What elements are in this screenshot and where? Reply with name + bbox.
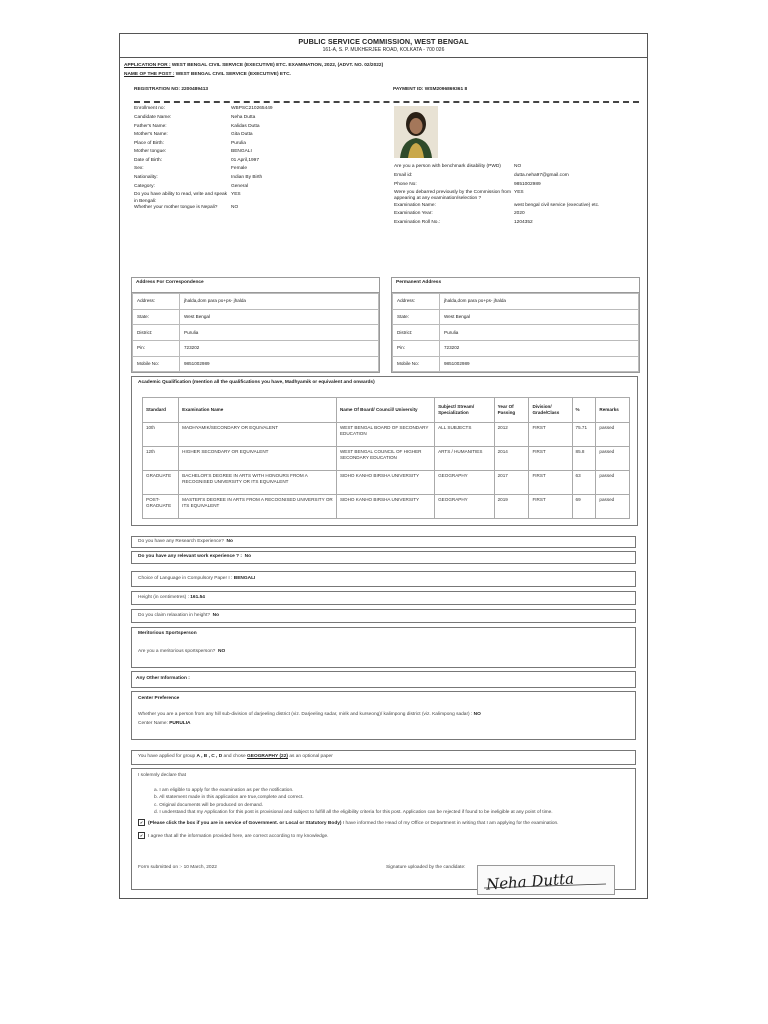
- address-value: 723202: [440, 341, 639, 357]
- table-cell: ALL SUBJECTS: [435, 423, 494, 447]
- table-cell: GEOGRAPHY: [435, 495, 494, 519]
- detail-label: Examination Year:: [394, 211, 433, 217]
- address-row: [133, 356, 379, 372]
- table-cell: MADHYAMIK/SECONDARY OR EQUIVALENT: [179, 423, 337, 447]
- detail-value: Purulia: [231, 140, 246, 146]
- application-form: [119, 33, 648, 899]
- detail-row: [134, 124, 374, 133]
- detail-row: [134, 115, 374, 124]
- detail-row: [394, 173, 644, 182]
- address-row: [133, 341, 379, 357]
- detail-label: Are you a person with benchmark disability (PWD): [394, 164, 501, 170]
- group-selection: You have applied for group A , B , C , D and chose GEOGRAPHY (22) as an optional paper: [131, 750, 636, 765]
- detail-row: [394, 203, 644, 212]
- language-choice: Choice of Language in Compulsory Paper I : BENGALI: [131, 571, 636, 587]
- detail-row: [134, 175, 374, 184]
- address-label: District:: [133, 325, 180, 341]
- address-row: [393, 309, 639, 325]
- detail-row: [134, 184, 374, 193]
- column-header: Remarks: [596, 398, 630, 423]
- table-cell: 2017: [494, 471, 529, 495]
- payment-id: PAYMENT ID: WSM2096869361 8: [393, 87, 468, 93]
- address-row: [133, 325, 379, 341]
- address-value: Purulia: [180, 325, 379, 341]
- table-cell: BACHELOR'S DEGREE IN ARTS WITH HONOURS FROM A RECOGNISED UNIVERSITY OR ITS EQUIVALENT: [179, 471, 337, 495]
- table-cell: SIDHO KANHO BIRSHA UNIVERSITY: [336, 495, 434, 519]
- detail-label: Date of Birth:: [134, 157, 162, 163]
- signature-image: [477, 865, 615, 895]
- personal-details: [134, 106, 374, 213]
- table-cell: WEST BENGAL BOARD OF SECONDARY EDUCATION: [336, 423, 434, 447]
- detail-value: 1204352: [514, 219, 533, 225]
- detail-value: General: [231, 183, 249, 189]
- table-cell: passed: [596, 447, 630, 471]
- column-header: Examination Name: [179, 398, 337, 423]
- commission-address: 161-A, S. P. MUKHERJEE ROAD, KOLKATA - 700 026: [322, 47, 445, 54]
- candidate-photo: [394, 106, 438, 158]
- center-preference: Center Preference Whether you are a person from any hill sub-division of darjeeling district (viz. Darjeeling sadar, mirik and kurseong)/ kalimpong district (viz. Kalimpong sadar) : NO Center Name: PURULIA: [131, 691, 636, 740]
- address-label: Mobile No:: [133, 356, 180, 372]
- address-label: District:: [393, 325, 440, 341]
- detail-value: BENGALI: [231, 149, 252, 155]
- detail-label: Mother tongue:: [134, 149, 167, 155]
- govt-service-checkbox[interactable]: ✔: [139, 820, 144, 826]
- table-cell: FIRST: [529, 471, 572, 495]
- detail-row: [134, 158, 374, 167]
- academic-qualification: Academic Qualification (mention all the qualifications you have, Madhyamik or equivalent and onwards) Standard Examination Name Name Of Board/ Council/ University Subject/ Stream/ Specialization Year Of Passing Division/ Grade/Class % Remarks 10th MADHYAMIK/SECONDARY OR EQUIVALENT WEST BENGAL BOARD OF SECONDARY EDUCATION ALL SUBJECTS 2012 FIRST 75.71 passed 12th HIGHER SECONDARY OR EQUIVALENT WEST BENGAL COUNCIL OF HIGHER SECONDARY EDUCATION ARTS / HUMANITIES 2014 FIRST 85.8 passed GRADUATE BACHELOR'S DEGREE IN ARTS WITH HONOURS FROM A RECOGNISED UNIVERSITY OR ITS EQUIVALENT SIDHO KANHO BIRSHA UNIVERSITY GEOGRAPHY 2017 FIRST 63 passed POST-GRADUATE MASTER'S DEGREE IN ARTS FROM A RECOGNISED UNIVERSITY OR ITS EQUIVALENT SIDHO KANHO BIRSHA UNIVERSITY GEOGRAPHY 2019 FIRST 69 passed: [131, 376, 638, 526]
- detail-row: [134, 149, 374, 158]
- application-for: APPLICATION FOR : WEST BENGAL CIVIL SERVICE (EXECUTIVE) ETC. EXAMINATION, 2022, (ADVT. NO. 02/2022): [124, 62, 384, 68]
- detail-value: YES: [231, 192, 241, 198]
- table-cell: FIRST: [529, 423, 572, 447]
- work-experience: Do you have any relevant work experience ? : No: [131, 551, 636, 564]
- table-cell: POST-GRADUATE: [143, 495, 179, 519]
- table-cell: GEOGRAPHY: [435, 471, 494, 495]
- table-cell: SIDHO KANHO BIRSHA UNIVERSITY: [336, 471, 434, 495]
- sportsperson-section: Meritorious Sportsperson Are you a meritorious sportsperson? NO: [131, 627, 636, 668]
- detail-value: NO: [231, 204, 239, 210]
- detail-value: west bengal civil service (executive) etc.: [514, 202, 600, 208]
- table-cell: 69: [572, 495, 596, 519]
- detail-label: Place of Birth:: [134, 140, 164, 146]
- address-value: jhalda,dom para po+ps- jhalda: [180, 294, 379, 310]
- detail-row: [134, 141, 374, 150]
- detail-row: [394, 211, 644, 220]
- detail-value: 01 April,1997: [231, 157, 260, 163]
- detail-label: Examination Roll No.:: [394, 219, 441, 225]
- detail-value: Indian By Birth: [231, 175, 263, 181]
- table-cell: 12th: [143, 447, 179, 471]
- other-details: [394, 164, 644, 228]
- other-information: Any Other Information :: [131, 671, 636, 688]
- table-cell: ARTS / HUMANITIES: [435, 447, 494, 471]
- permanent-address: Permanent Address Address: jhalda,dom para po+ps- jhalda State: West Bengal District: Purulia Pin: 723202 Mobile No: 9851002989: [391, 277, 640, 373]
- post-name: NAME OF THE POST : WEST BENGAL CIVIL SERVICE (EXECUTIVE) ETC.: [124, 72, 291, 78]
- detail-label: Examination Name:: [394, 202, 436, 208]
- table-row: [143, 423, 630, 447]
- correspondence-address: Address For Correspondence Address: jhalda,dom para po+ps- jhalda State: West Bengal District: Purulia Pin: 723202 Mobile No: 9851002989: [131, 277, 380, 373]
- declaration-item: c. Original documents will be produced on demand.: [154, 802, 264, 808]
- column-header: Year Of Passing: [494, 398, 529, 423]
- agree-checkbox[interactable]: ✔: [139, 833, 144, 839]
- candidate-info: [120, 103, 647, 243]
- detail-label: Enrollment no:: [134, 106, 165, 112]
- detail-row: [134, 106, 374, 115]
- table-cell: passed: [596, 495, 630, 519]
- declaration-item: b. All statement made in this application are true,complete and correct.: [154, 795, 304, 801]
- detail-value: 9851002989: [514, 181, 541, 187]
- detail-row: [134, 132, 374, 141]
- column-header: Standard: [143, 398, 179, 423]
- declaration: I solemnly declare that a. I am eligible to apply for the examination as per the notification. b. All statement made in this application are true,complete and correct. c. Original documents will be produced on demand. d. I understand that my Application for this post is provisional and subject to fulfill all the eligibility criteria for this post. Application can be rejected if found to be ineligible at any point of time. ✔ (Please click the box if you are in service of Government. or Local or Statutory Body) I have informed the Head of my Office or Department in writing that I am applying for the examination. ✔ I agree that all the information provided here, are correct according to my knowledge. Form submitted on :- 10 March, 2022 Signature uploaded by the candidate:: [131, 768, 636, 890]
- declaration-item: d. I understand that my Application for this post is provisional and subject to fulfill all the eligibility criteria for this post. Application can be rejected if found to be ineligible at any point of time.: [154, 809, 553, 815]
- address-label: Address:: [133, 294, 180, 310]
- height-relaxation: Do you claim relaxation in height? No: [131, 609, 636, 623]
- detail-label: Were you debarred previously by the Commission from appearing at any examination/selection ?: [394, 190, 511, 202]
- registration-no: REGISTRATION NO: 2200489413: [134, 87, 209, 93]
- detail-value: NO: [514, 164, 522, 170]
- table-cell: WEST BENGAL COUNCIL OF HIGHER SECONDARY EDUCATION: [336, 447, 434, 471]
- table-cell: 2012: [494, 423, 529, 447]
- detail-label: Mother's Name:: [134, 132, 168, 138]
- detail-label: Category:: [134, 183, 155, 189]
- detail-row: [134, 205, 374, 214]
- detail-label: Email id:: [394, 172, 413, 178]
- table-cell: 63: [572, 471, 596, 495]
- height: Height (in centimetres) : 161.54: [131, 591, 636, 605]
- detail-value: WBPSC210265449: [231, 106, 273, 112]
- detail-row: [134, 166, 374, 175]
- address-row: [393, 325, 639, 341]
- address-label: Pin:: [393, 341, 440, 357]
- table-cell: 75.71: [572, 423, 596, 447]
- address-row: [393, 294, 639, 310]
- address-value: West Bengal: [180, 309, 379, 325]
- table-cell: 2019: [494, 495, 529, 519]
- address-label: State:: [393, 309, 440, 325]
- table-row: [143, 471, 630, 495]
- address-row: [393, 341, 639, 357]
- detail-value: Gita Dutta: [231, 132, 253, 138]
- table-cell: HIGHER SECONDARY OR EQUIVALENT: [179, 447, 337, 471]
- column-header: Subject/ Stream/ Specialization: [435, 398, 494, 423]
- detail-label: Father's Name:: [134, 123, 167, 129]
- detail-label: Phone No:: [394, 181, 417, 187]
- detail-value: dutta.neha97@gmail.com: [514, 172, 569, 178]
- table-row: [143, 447, 630, 471]
- detail-value: Female: [231, 166, 247, 172]
- table-cell: 10th: [143, 423, 179, 447]
- detail-value: YES: [514, 190, 524, 196]
- detail-row: [394, 220, 644, 229]
- table-cell: FIRST: [529, 447, 572, 471]
- table-cell: MASTER'S DEGREE IN ARTS FROM A RECOGNISED UNIVERSITY OR ITS EQUIVALENT: [179, 495, 337, 519]
- address-value: jhalda,dom para po+ps- jhalda: [440, 294, 639, 310]
- signature-label: Signature uploaded by the candidate:: [386, 864, 466, 870]
- detail-row: [394, 164, 644, 173]
- detail-label: Nationality:: [134, 175, 158, 181]
- detail-row: [394, 190, 644, 202]
- table-cell: 2014: [494, 447, 529, 471]
- declaration-item: a. I am eligible to apply for the examination as per the notification.: [154, 788, 294, 794]
- address-value: 9851002989: [180, 356, 379, 372]
- detail-value: 2020: [514, 211, 525, 217]
- detail-row: [394, 182, 644, 191]
- svg-text:Neha Dutta: Neha Dutta: [485, 869, 575, 894]
- address-label: State:: [133, 309, 180, 325]
- address-value: 723202: [180, 341, 379, 357]
- column-header: Division/ Grade/Class: [529, 398, 572, 423]
- table-cell: FIRST: [529, 495, 572, 519]
- commission-title: PUBLIC SERVICE COMMISSION, WEST BENGAL: [298, 37, 469, 46]
- research-experience: Do you have any Research Experience? No: [131, 536, 636, 548]
- address-value: West Bengal: [440, 309, 639, 325]
- table-cell: passed: [596, 471, 630, 495]
- address-row: [133, 309, 379, 325]
- detail-label: Sex:: [134, 166, 144, 172]
- detail-row: [134, 192, 374, 204]
- address-label: Pin:: [133, 341, 180, 357]
- column-header: Name Of Board/ Council/ University: [336, 398, 434, 423]
- table-cell: GRADUATE: [143, 471, 179, 495]
- address-row: [393, 356, 639, 372]
- address-row: [133, 294, 379, 310]
- detail-label: Candidate Name:: [134, 114, 172, 120]
- table-row: [143, 495, 630, 519]
- address-label: Mobile No:: [393, 356, 440, 372]
- detail-label: Do you have ability to read, write and speak in Bengali:: [134, 192, 228, 204]
- detail-label: Whether your mother tongue is Nepali?: [134, 204, 218, 210]
- table-cell: passed: [596, 423, 630, 447]
- address-value: 9851002989: [440, 356, 639, 372]
- form-header: [120, 37, 647, 54]
- detail-value: Neha Dutta: [231, 114, 256, 120]
- column-header: %: [572, 398, 596, 423]
- detail-value: Kalidas Dutta: [231, 123, 260, 129]
- table-cell: 85.8: [572, 447, 596, 471]
- address-label: Address:: [393, 294, 440, 310]
- address-value: Purulia: [440, 325, 639, 341]
- submitted-date: Form submitted on :- 10 March, 2022: [138, 864, 217, 870]
